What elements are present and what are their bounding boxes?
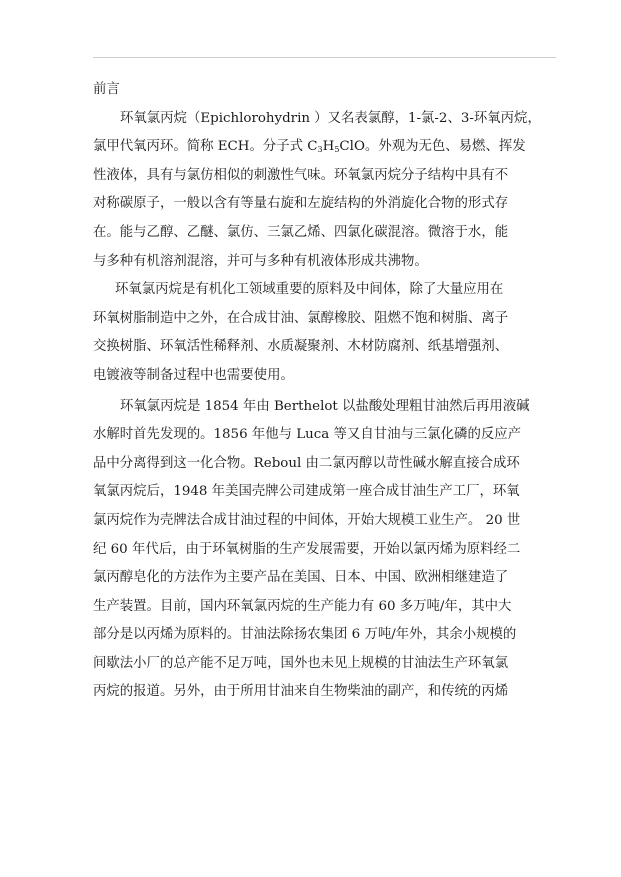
paragraph-line: 电镀液等制备过程中也需要使用。 [93,367,294,383]
paragraph-line: 氧氯丙烷后，1948 年美国壳牌公司建成第一座合成甘油生产工厂，环氧 [93,484,520,500]
paragraph-line: 性液体，具有与氯仿相似的刺激性气味。环氧氯丙烷分子结构中具有不 [93,167,509,183]
paragraph-line: 生产装置。目前，国内环氧氯丙烷的生产能力有 60 多万吨/年，其中大 [93,598,512,614]
paragraph-line-formula [93,133,556,162]
page-header-rule [93,57,556,58]
document-body [93,76,556,707]
formula-subscript-5: 5 [334,145,340,155]
paragraph-line: 间歇法小厂的总产能不足万吨，国外也未见上规模的甘油法生产环氧氯 [93,655,509,671]
formula-subscript-3: 3 [317,145,323,155]
paragraph-3 [93,393,556,708]
paragraph-line: 品中分离得到这一化合物。Reboul 由二氯丙醇以苛性碱水解直接合成环 [93,455,520,471]
paragraph-line: 环氧氯丙烷（Epichlorohydrin ）又名表氯醇，1-氯-2、3-环氧丙烷， [120,110,541,126]
formula-prefix: 氯甲代氧丙环。简称 ECH。分子式 C [93,139,318,155]
paragraph-line: 部分是以丙烯为原料的。甘油法除扬农集团 6 万吨/年外，其余小规模的 [93,627,517,643]
paragraph-2 [93,276,556,390]
section-heading: 前言 [93,82,120,97]
paragraph-line: 丙烷的报道。另外，由于所用甘油来自生物柴油的副产，和传统的丙烯 [93,684,509,700]
paragraph-line: 纪 60 年代后，由于环氧树脂的生产发展需要，开始以氯丙烯为原料经二 [93,541,521,557]
paragraph-line: 环氧树脂制造中之外，在合成甘油、氯醇橡胶、阻燃不饱和树脂、离子 [93,310,509,326]
paragraph-line: 氯丙烷作为壳牌法合成甘油过程的中间体，开始大规模工业生产。 20 世 [93,512,521,528]
paragraph-line: 在。能与乙醇、乙醚、氯仿、三氯乙烯、四氯化碳混溶。微溶于水，能 [93,224,509,240]
formula-suffix: ClO。外观为无色、易燃、挥发 [339,139,526,155]
paragraph-line: 与多种有机溶剂混溶，并可与多种有机液体形成共沸物。 [93,253,428,269]
paragraph-1 [93,105,556,277]
formula-h: H [322,139,335,155]
paragraph-line: 水解时首先发现的。1856 年他与 Luca 等又自甘油与三氯化磷的反应产 [93,427,522,443]
paragraph-line: 交换树脂、环氧活性稀释剂、水质凝聚剂、木材防腐剂、纸基增强剂、 [93,339,509,355]
paragraph-line: 对称碳原子，一般以含有等量右旋和左旋结构的外消旋化合物的形式存 [93,196,509,212]
paragraph-line: 环氧氯丙烷是有机化工领域重要的原料及中间体，除了大量应用在 [115,282,504,298]
paragraph-line: 环氧氯丙烷是 1854 年由 Berthelot 以盐酸处理粗甘油然后再用液碱 [120,398,530,414]
paragraph-line: 氯丙醇皂化的方法作为主要产品在美国、日本、中国、欧洲相继建造了 [93,570,509,586]
